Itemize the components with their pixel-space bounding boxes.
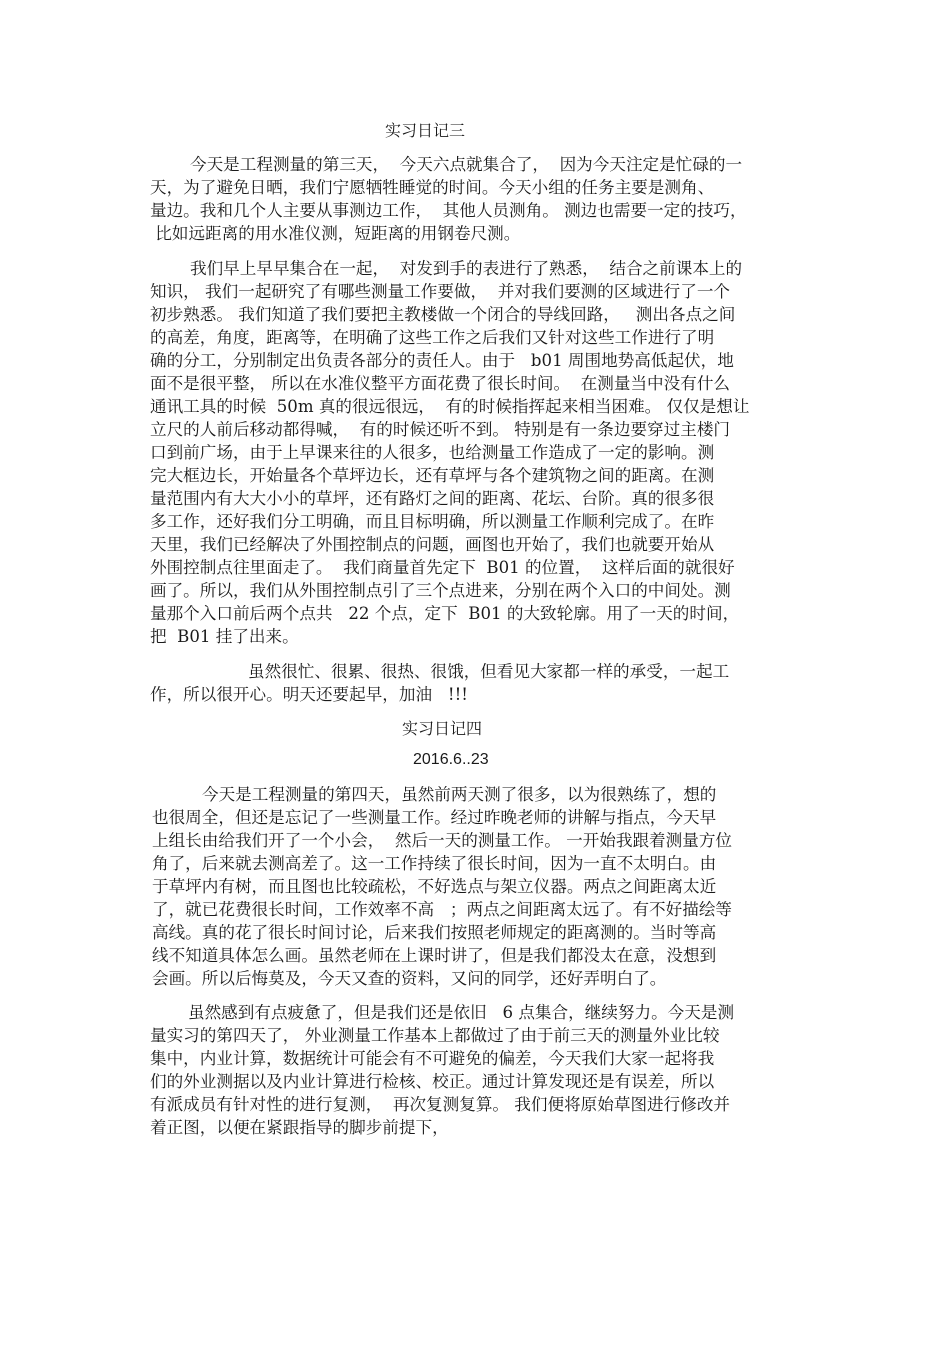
diary3-p2-line: 初步熟悉。 我们知道了我们要把主教楼做一个闭合的导线回路， 测出各点之间 xyxy=(150,305,736,324)
diary4-p2-line: 量实习的第四天了， 外业测量工作基本上都做过了由于前三天的测量外业比较 xyxy=(150,1026,720,1045)
diary3-p3-line: 作，所以很开心。明天还要起早，加油 !!! xyxy=(150,685,468,704)
diary4-p2-line: 集中，内业计算，数据统计可能会有不可避免的偏差，今天我们大家一起将我 xyxy=(150,1049,715,1068)
diary3-p2-line: 量范围内有大大小小的草坪，还有路灯之间的距离、花坛、台阶。真的很多很 xyxy=(150,489,715,508)
diary3-p2-line: 口到前广场，由于上早课来往的人很多，也给测量工作造成了一定的影响。测 xyxy=(150,443,715,462)
diary3-p2-line: 天里，我们已经解决了外围控制点的问题，画图也开始了，我们也就要开始从 xyxy=(150,535,715,554)
diary4-p1-line: 角了，后来就去测高差了。这一工作持续了很长时间，因为一直不太明白。由 xyxy=(152,854,717,873)
diary3-title: 实习日记三 xyxy=(385,121,466,140)
diary4-p1-line: 了，就已花费很长时间，工作效率不高 ；两点之间距离太远了。有不好描绘等 xyxy=(152,900,733,919)
diary3-p2-line: 我们早上早早集合在一起， 对发到手的表进行了熟悉， 结合之前课本上的 xyxy=(190,259,743,278)
diary3-p1-line: 比如远距离的用水准仪测，短距离的用钢卷尺测。 xyxy=(150,224,521,243)
diary4-title: 实习日记四 xyxy=(402,719,483,738)
diary3-p2-line: 知识， 我们一起研究了有哪些测量工作要做， 并对我们要测的区域进行了一个 xyxy=(150,282,731,301)
diary3-p1-line: 天，为了避免日晒，我们宁愿牺牲睡觉的时间。今天小组的任务主要是测角、 xyxy=(150,178,715,197)
diary4-p2-line: 着正图，以便在紧跟指导的脚步前提下， xyxy=(150,1118,449,1137)
diary3-p2-line: 画了。所以，我们从外围控制点引了三个点进来，分别在两个入口的中间处。测 xyxy=(150,581,731,600)
diary4-p1-line: 会画。所以后悔莫及，今天又查的资料，又问的同学，还好弄明白了。 xyxy=(152,969,667,988)
diary4-date: 2016.6..23 xyxy=(413,751,489,768)
diary3-p2-line: 把 B01 挂了出来。 xyxy=(150,627,299,646)
diary3-p2-line: 的高差，角度，距离等，在明确了这些工作之后我们又针对这些工作进行了明 xyxy=(150,328,715,347)
diary3-p2-line: 多工作，还好我们分工明确，而且目标明确，所以测量工作顺利完成了。在昨 xyxy=(150,512,715,531)
diary3-p2-line: 立尺的人前后移动都得喊， 有的时候还听不到。 特别是有一条边要穿过主楼门 xyxy=(150,420,731,439)
diary4-p1-line: 也很周全，但还是忘记了一些测量工作。经过昨晚老师的讲解与指点，今天早 xyxy=(152,808,717,827)
diary3-p1-line: 量边。我和几个人主要从事测边工作， 其他人员测角。 测边也需要一定的技巧， xyxy=(150,201,747,220)
diary4-p1-line: 线不知道具体怎么画。虽然老师在上课时讲了，但是我们都没太在意，没想到 xyxy=(152,946,717,965)
diary3-p2-line: 通讯工具的时候 50m 真的很远很远， 有的时候指挥起来相当困难。 仅仅是想让 xyxy=(150,397,750,416)
diary3-p2-line: 面不是很平整， 所以在水准仪整平方面花费了很长时间。 在测量当中没有什么 xyxy=(150,374,731,393)
diary4-p1-line: 今天是工程测量的第四天，虽然前两天测了很多，以为很熟练了，想的 xyxy=(202,785,717,804)
diary4-p1-line: 上组长由给我们开了一个小会， 然后一天的测量工作。 一开始我跟着测量方位 xyxy=(152,831,733,850)
diary3-p2-line: 确的分工，分别制定出负责各部分的责任人。由于 b01 周围地势高低起伏，地 xyxy=(150,351,734,370)
diary3-p2-line: 外围控制点往里面走了。 我们商量首先定下 B01 的位置， 这样后面的就很好 xyxy=(150,558,735,577)
diary3-p2-line: 完大框边长，开始量各个草坪边长，还有草坪与各个建筑物之间的距离。在测 xyxy=(150,466,715,485)
diary4-p2-line: 有派成员有针对性的进行复测， 再次复测复算。 我们便将原始草图进行修改并 xyxy=(150,1095,731,1114)
diary4-p1-line: 高线。真的花了很长时间讨论，后来我们按照老师规定的距离测的。当时等高 xyxy=(152,923,717,942)
diary4-p2-line: 们的外业测据以及内业计算进行检核、校正。通过计算发现还是有误差，所以 xyxy=(150,1072,715,1091)
diary3-p1-line: 今天是工程测量的第三天， 今天六点就集合了， 因为今天注定是忙碌的一 xyxy=(190,155,743,174)
diary4-p1-line: 于草坪内有树，而且图也比较疏松，不好选点与架立仪器。两点之间距离太近 xyxy=(152,877,717,896)
diary3-p2-line: 量那个入口前后两个点共 22 个点，定下 B01 的大致轮廓。用了一天的时间， xyxy=(150,604,740,623)
diary4-p2-line: 虽然感到有点疲惫了，但是我们还是依旧 6 点集合，继续努力。今天是测 xyxy=(188,1003,735,1022)
diary3-p3-line: 虽然很忙、很累、很热、很饿，但看见大家都一样的承受，一起工 xyxy=(248,662,730,681)
